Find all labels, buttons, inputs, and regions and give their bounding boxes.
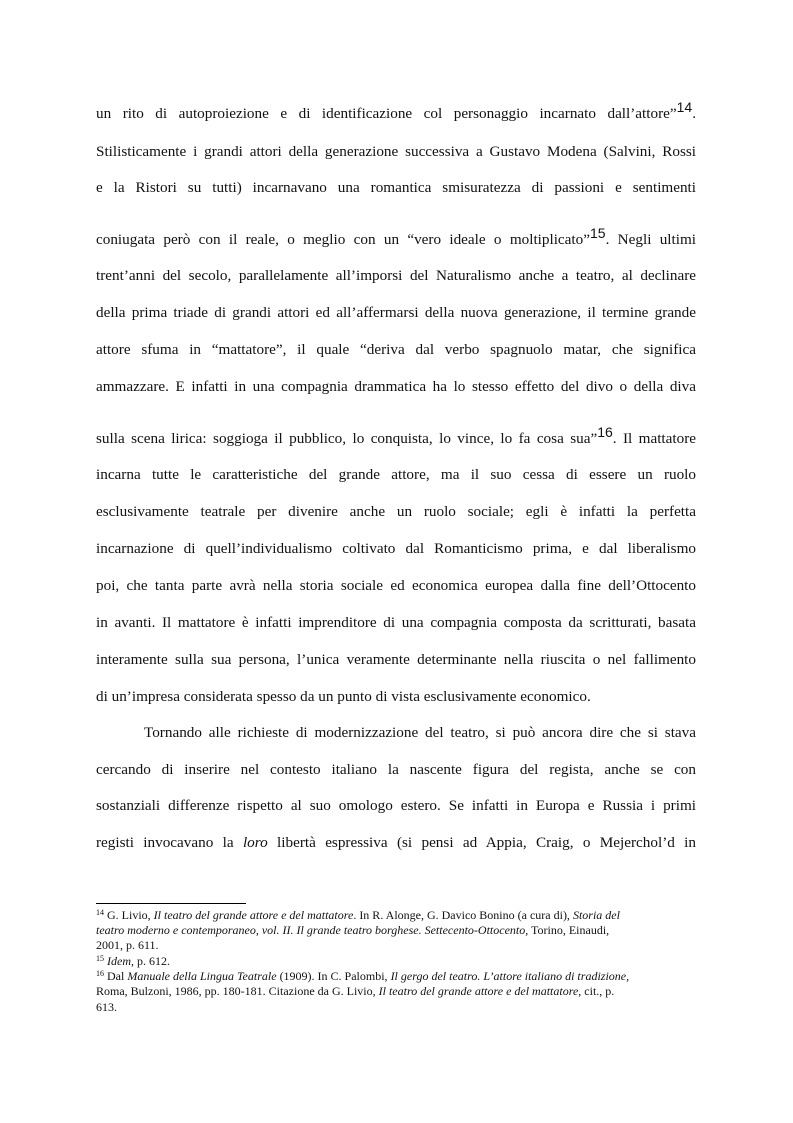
footnote-14-line-2: teatro moderno e contemporaneo, vol. II. Il grande teatro borghese. Settecento-Ottocento, Torino, Einaudi, <box>96 923 610 937</box>
footnote-ref-16[interactable]: 16 <box>597 424 613 440</box>
body-line: ammazzare. E infatti in una compagnia drammatica ha lo stesso effetto del divo o della diva <box>96 378 696 395</box>
body-line: cercando di inserire nel contesto italiano la nascente figura del regista, anche se con <box>96 761 696 778</box>
footnote-15: $^{15}$ Idem, p. 612. <box>96 954 170 968</box>
body-line: della prima triade di grandi attori ed all’affermarsi della nuova generazione, il termine grande <box>96 304 696 321</box>
body-line: attore sfuma in “mattatore”, il quale “deriva dal verbo spagnuolo matar, che significa <box>96 341 696 358</box>
footnote-ref-14[interactable]: 14 <box>676 99 693 115</box>
body-line: incarnazione di quell’individualismo coltivato dal Romanticismo prima, e dal liberalismo <box>96 540 696 557</box>
body-line: trent’anni del secolo, parallelamente all’imporsi del Naturalismo anche a teatro, al declinare <box>96 267 696 284</box>
body-line: interamente sulla sua persona, l’unica veramente determinante nella riuscita o nel fallimento <box>96 651 696 668</box>
body-line: di un’impresa considerata spesso da un punto di vista esclusivamente economico. <box>96 688 591 705</box>
footnote-16-line-2: Roma, Bulzoni, 1986, pp. 180-181. Citazione da G. Livio, Il teatro del grande attore e del mattatore, cit., p. <box>96 984 615 998</box>
body-line: e la Ristori su tutti) incarnavano una romantica smisuratezza di passioni e sentimenti <box>96 179 696 196</box>
footnote-16: $^{16}$ Dal Manuale della Lingua Teatrale (1909). In C. Palombi, Il gergo del teatro. L’attore italiano di tradizione, <box>96 969 630 983</box>
body-line: Stilisticamente i grandi attori della generazione successiva a Gustavo Modena (Salvini, Rossi <box>96 143 696 160</box>
body-line: poi, che tanta parte avrà nella storia sociale ed economica europea dalla fine dell’Ottocento <box>96 577 696 594</box>
body-line: coniugata però con il reale, o meglio con un “vero ideale o moltiplicato”15. Negli ultimi <box>96 225 697 248</box>
footnote-16-line-3: 613. <box>96 1000 117 1014</box>
body-line: incarna tutte le caratteristiche del grande attore, ma il suo cessa di essere un ruolo <box>96 466 696 483</box>
body-line: sostanziali differenze rispetto al suo omologo estero. Se infatti in Europa e Russia i primi <box>96 797 696 814</box>
body-line: registi invocavano la loro libertà espressiva (si pensi ad Appia, Craig, o Mejerchol’d in <box>96 834 696 851</box>
footnote-ref-15[interactable]: 15 <box>589 225 606 241</box>
paragraph-first-line: Tornando alle richieste di modernizzazione del teatro, si può ancora dire che si stava <box>144 724 696 741</box>
body-line: in avanti. Il mattatore è infatti imprenditore di una compagnia composta da scritturati, basata <box>96 614 696 631</box>
body-line: un rito di autoproiezione e di identificazione col personaggio incarnato dall’attore”14. <box>96 99 696 122</box>
body-line: esclusivamente teatrale per divenire anche un ruolo sociale; egli è infatti la perfetta <box>96 503 696 520</box>
footnote-14-line-3: 2001, p. 611. <box>96 938 159 952</box>
footnote-14: $^{14}$ G. Livio, Il teatro del grande attore e del mattatore. In R. Alonge, G. Davico Bonino (a cura di), Storia del <box>96 908 620 922</box>
footnote-separator <box>96 903 246 904</box>
body-line: sulla scena lirica: soggioga il pubblico, lo conquista, lo vince, lo fa cosa sua”16. Il mattatore <box>96 424 697 447</box>
